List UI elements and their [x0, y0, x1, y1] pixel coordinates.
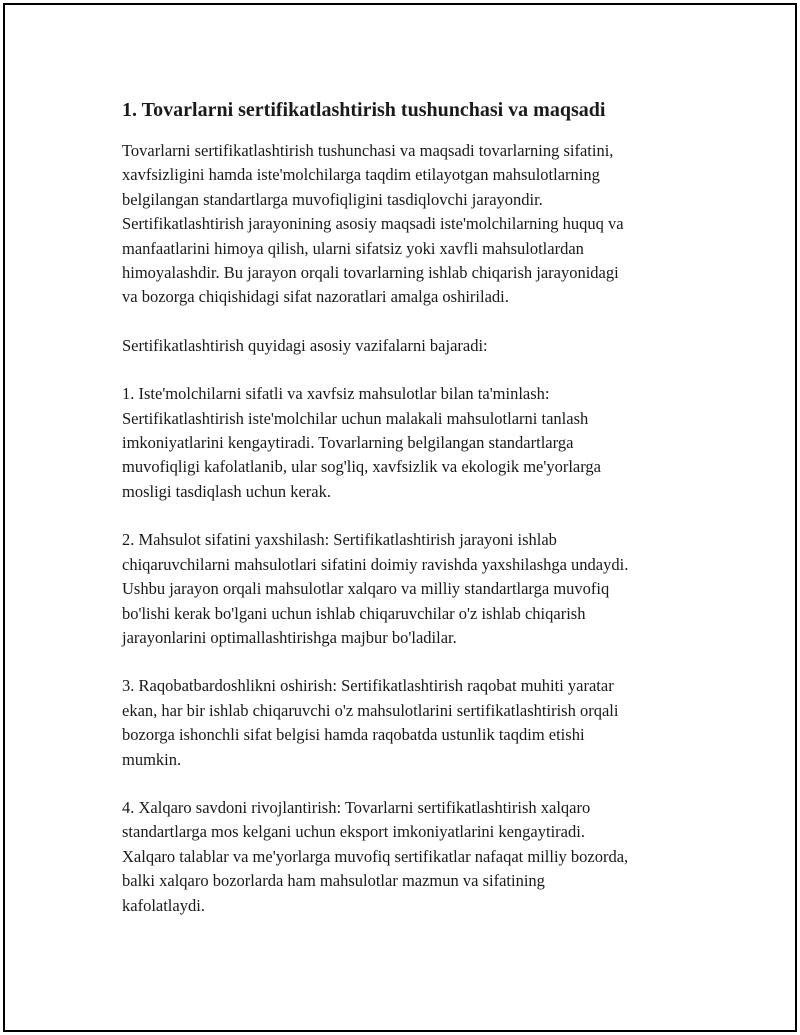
text-line: Xalqaro talablar va me'yorlarga muvofiq sertifikatlar nafaqat milliy bozorda,	[122, 846, 629, 866]
text-line: mosligi tasdiqlash uchun kerak.	[122, 481, 331, 501]
page-frame	[3, 3, 797, 1032]
text-line: 4. Xalqaro savdoni rivojlantirish: Tovarlarni sertifikatlashtirish xalqaro	[122, 797, 591, 817]
text-line: xavfsizligini hamda iste'molchilarga taqdim etilayotgan mahsulotlarning	[122, 165, 600, 185]
document-body	[122, 97, 702, 942]
paragraph-task-3	[122, 674, 702, 772]
text-line: Sertifikatlashtirish quyidagi asosiy vazifalarni bajaradi:	[122, 335, 488, 355]
text-line: jarayonlarini optimallashtirishga majbur bo'ladilar.	[122, 627, 457, 647]
text-line: 2. Mahsulot sifatini yaxshilash: Sertifikatlashtirish jarayoni ishlab	[122, 530, 557, 550]
text-line: 3. Raqobatbardoshlikni oshirish: Sertifikatlashtirish raqobat muhiti yaratar	[122, 676, 614, 696]
text-line: manfaatlarini himoya qilish, ularni sifatsiz yoki xavfli mahsulotlardan	[122, 238, 584, 258]
text-line: kafolatlaydi.	[122, 895, 205, 915]
text-line: mumkin.	[122, 749, 182, 769]
text-line: 1. Iste'molchilarni sifatli va xavfsiz mahsulotlar bilan ta'minlash:	[122, 384, 550, 404]
text-line: va bozorga chiqishidagi sifat nazoratlari amalga oshiriladi.	[122, 287, 509, 307]
text-line: ekan, har bir ishlab chiqaruvchi o'z mahsulotlarini sertifikatlashtirish orqali	[122, 700, 619, 720]
paragraph-task-1	[122, 382, 702, 504]
text-line: bozorga ishonchli sifat belgisi hamda raqobatda ustunlik taqdim etishi	[122, 725, 585, 745]
text-line: chiqaruvchilarni mahsulotlari sifatini doimiy ravishda yaxshilashga undaydi.	[122, 554, 629, 574]
paragraph-task-4	[122, 796, 702, 918]
paragraph-tasks-intro	[122, 334, 702, 358]
text-line: belgilangan standartlarga muvofiqligini tasdiqlovchi jarayondir.	[122, 189, 543, 209]
text-line: standartlarga mos kelgani uchun eksport imkoniyatlarini kengaytiradi.	[122, 822, 585, 842]
text-line: Sertifikatlashtirish iste'molchilar uchun malakali mahsulotlarni tanlash	[122, 408, 589, 428]
text-line: imkoniyatlarini kengaytiradi. Tovarlarning belgilangan standartlarga	[122, 433, 574, 453]
page-title: 1. Tovarlarni sertifikatlashtirish tushunchasi va maqsadi	[122, 99, 606, 121]
text-line: Ushbu jarayon orqali mahsulotlar xalqaro va milliy standartlarga muvofiq	[122, 579, 610, 599]
text-line: Tovarlarni sertifikatlashtirish tushunchasi va maqsadi tovarlarning sifatini,	[122, 141, 614, 160]
paragraph-intro	[122, 139, 702, 310]
text-line: Sertifikatlashtirish jarayonining asosiy maqsadi iste'molchilarning huquq va	[122, 214, 624, 234]
text-line: muvofiqligi kafolatlanib, ular sog'liq, xavfsizlik va ekologik me'yorlarga	[122, 457, 601, 477]
text-line: balki xalqaro bozorlarda ham mahsulotlar mazmun va sifatining	[122, 871, 545, 891]
text-line: bo'lishi kerak bo'lgani uchun ishlab chiqaruvchilar o'z ishlab chiqarish	[122, 603, 586, 623]
paragraph-task-2	[122, 528, 702, 650]
text-line: himoyalashdir. Bu jarayon orqali tovarlarning ishlab chiqarish jarayonidagi	[122, 263, 619, 283]
